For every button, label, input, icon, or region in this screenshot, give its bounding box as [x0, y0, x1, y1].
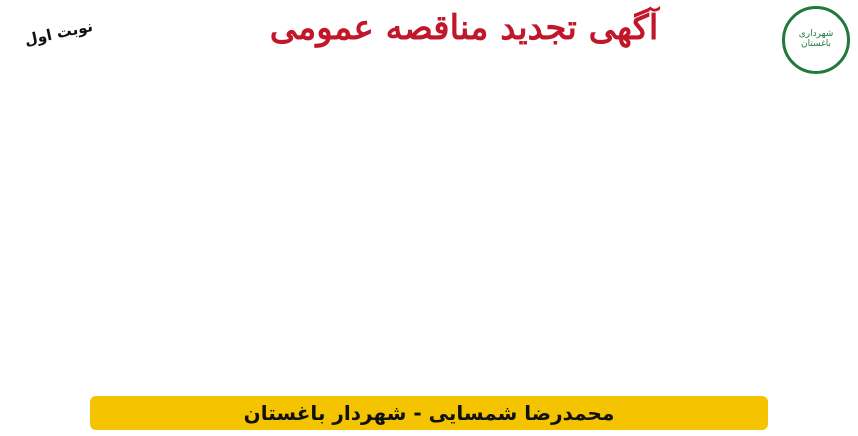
paragraph — [8, 203, 422, 217]
paragraph — [8, 118, 422, 132]
paragraph — [436, 84, 850, 98]
left-column — [8, 84, 422, 392]
paragraph — [8, 152, 422, 166]
notice-body — [8, 84, 850, 392]
paragraph — [8, 186, 422, 200]
municipality-logo — [782, 6, 850, 74]
signature-banner: محمدرضا شمسایی - شهردار باغستان — [90, 396, 768, 430]
paragraph — [436, 169, 850, 183]
paragraph — [436, 118, 850, 132]
paragraph — [436, 186, 850, 200]
round-stamp: نوبت اول — [22, 16, 95, 50]
logo-text: شهرداری باغستان — [798, 29, 834, 49]
paragraph — [8, 101, 422, 115]
right-column — [436, 84, 850, 392]
paragraph — [436, 101, 850, 115]
page-title: آگهی تجدید مناقصه عمومی — [269, 8, 659, 48]
title-area — [160, 10, 768, 47]
paragraph — [436, 152, 850, 166]
paragraph — [436, 135, 850, 149]
paragraph — [436, 203, 850, 217]
paragraph — [8, 135, 422, 149]
paragraph — [8, 84, 422, 98]
paragraph — [8, 169, 422, 183]
